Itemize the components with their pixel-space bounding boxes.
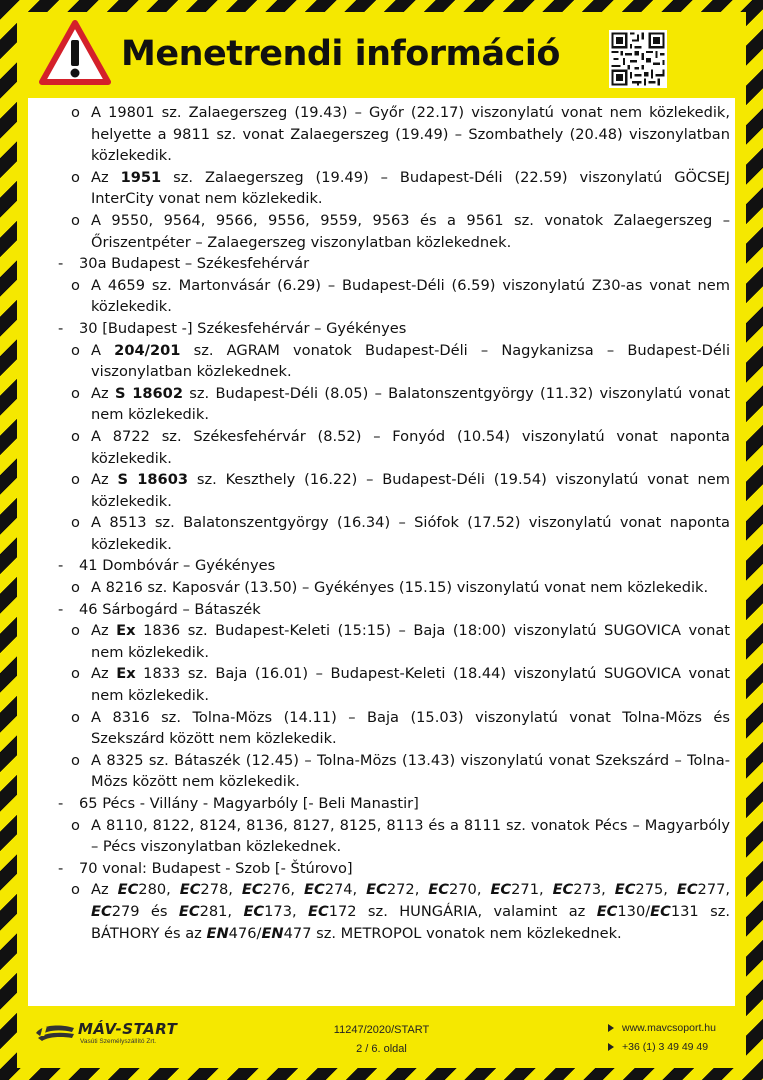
bullet-icon: o — [71, 665, 80, 683]
line-section-heading: - 70 vonal: Budapest - Szob [- Štúrovo] — [38, 858, 730, 880]
bullet-icon: o — [71, 341, 80, 359]
bullet-icon: o — [71, 427, 80, 445]
list-item: o Az EC280, EC278, EC276, EC274, EC272, EC270, EC271, EC273, EC275, EC277, EC279 és EC281, EC173, EC172 sz. HUNGÁRIA, valamint az EC130/EC131 sz. BÁTHORY és az EN476/EN477 sz. METROPOL vonatok nem közlekednek. — [71, 881, 731, 942]
bullet-icon: o — [71, 384, 80, 402]
list-item: o A 8110, 8122, 8124, 8136, 8127, 8125, 8113 és a 8111 sz. vonatok Pécs – Magyarbóly – Pécs viszonylatban közlekednek. — [71, 816, 730, 856]
phone-link[interactable]: +36 (1) 3 49 49 49 — [608, 1041, 708, 1053]
list-item: o A 8722 sz. Székesfehérvár (8.52) – Fonyód (10.54) viszonylatú vonat naponta közlekedik. — [71, 427, 730, 467]
dash-bullet-icon: - — [58, 795, 64, 812]
bullet-icon: o — [71, 104, 80, 121]
list-item: o A 8216 sz. Kaposvár (13.50) – Gyékényes (15.15) viszonylatú vonat nem közlekedik. — [38, 577, 730, 599]
notice-body — [38, 102, 730, 944]
document-number: 11247/2020/START — [333, 1024, 430, 1036]
bullet-icon: o — [71, 881, 80, 899]
dash-bullet-icon: - — [58, 319, 64, 337]
list-item: o A 8316 sz. Tolna-Mözs (14.11) – Baja (15.03) viszonylatú vonat Tolna-Mözs és Szekszárd között nem közlekedik. — [71, 708, 730, 748]
page-number: 2 / 6. oldal — [356, 1043, 407, 1055]
website-link[interactable]: www.mavcsoport.hu — [608, 1022, 716, 1034]
bullet-icon: o — [71, 579, 80, 597]
list-item: o A 204/201 sz. AGRAM vonatok Budapest-Déli – Nagykanizsa – Budapest-Déli viszonylatban közlekednek. — [71, 341, 731, 381]
list-item: o Az 1951 sz. Zalaegerszeg (19.49) – Budapest-Déli (22.59) viszonylatú GÖCSEJ InterCity vonat nem közlekedik. — [71, 168, 730, 208]
footer — [28, 1006, 735, 1068]
list-item: o A 4659 sz. Martonvásár (6.29) – Budapest-Déli (6.59) viszonylatú Z30-as vonat nem közlekedik. — [71, 276, 730, 316]
list-item: o A 8513 sz. Balatonszentgyörgy (16.34) – Siófok (17.52) viszonylatú vonat naponta közlekedik. — [71, 514, 730, 553]
line-section-heading: - 30 [Budapest -] Székesfehérvár – Gyékényes — [38, 318, 730, 340]
dash-bullet-icon: - — [58, 600, 64, 618]
list-item: o Az Ex 1836 sz. Budapest-Keleti (15:15) – Baja (18:00) viszonylatú SUGOVICA vonat nem közlekedik. — [71, 622, 730, 661]
dash-bullet-icon: - — [58, 859, 64, 877]
list-item: o A 8325 sz. Bátaszék (12.45) – Tolna-Mözs (13.43) viszonylatú vonat Szekszárd – Tolna-Mözs között nem közlekedik. — [71, 751, 730, 791]
list-item: o A 19801 sz. Zalaegerszeg (19.43) – Győr (22.17) viszonylatú vonat nem közlekedik, helyette a 9811 sz. vonat Zalaegerszeg (19.49) – Szombathely (20.48) viszonylatban közlekedik. — [71, 104, 730, 165]
bullet-icon: o — [71, 471, 80, 489]
list-item: o Az S 18603 sz. Keszthely (16.22) – Budapest-Déli (19.54) viszonylatú vonat nem közlekedik. — [71, 471, 730, 510]
mav-start-logo: MÁV-START Vasúti Személyszállító Zrt. — [34, 1020, 184, 1050]
line-section-heading: - 30a Budapest – Székesfehérvár — [38, 253, 730, 275]
bullet-icon: o — [71, 751, 80, 769]
dash-bullet-icon: - — [58, 255, 64, 273]
bullet-icon: o — [71, 276, 80, 294]
page-title: Menetrendi információ — [121, 34, 560, 74]
warning-triangle-icon — [39, 20, 111, 86]
bullet-icon: o — [71, 622, 80, 640]
line-section-heading: - 41 Dombóvár – Gyékényes — [38, 555, 730, 577]
arrow-right-icon — [608, 1043, 614, 1051]
dash-bullet-icon: - — [58, 557, 64, 575]
bullet-icon: o — [71, 514, 80, 532]
bullet-icon: o — [71, 168, 80, 186]
list-item: o Az S 18602 sz. Budapest-Déli (8.05) – Balatonszentgyörgy (11.32) viszonylatú vonat nem közlekedik. — [71, 384, 730, 424]
line-section-heading: - 65 Pécs - Villány - Magyarbóly [- Beli Manastir] — [38, 793, 730, 815]
list-item: o Az Ex 1833 sz. Baja (16.01) – Budapest-Keleti (18.44) viszonylatú SUGOVICA vonat nem közlekedik. — [71, 665, 730, 705]
qr-code-icon[interactable] — [609, 30, 667, 88]
line-section-heading: - 46 Sárbogárd – Bátaszék — [38, 599, 730, 621]
arrow-right-icon — [608, 1024, 614, 1032]
list-item: o A 9550, 9564, 9566, 9556, 9559, 9563 és a 9561 sz. vonatok Zalaegerszeg – Őriszentpéter – Zalaegerszeg viszonylatban közlekednek. — [71, 211, 730, 251]
header — [17, 12, 746, 98]
bullet-icon: o — [71, 211, 80, 229]
bullet-icon: o — [71, 816, 80, 834]
bullet-icon: o — [71, 708, 80, 726]
